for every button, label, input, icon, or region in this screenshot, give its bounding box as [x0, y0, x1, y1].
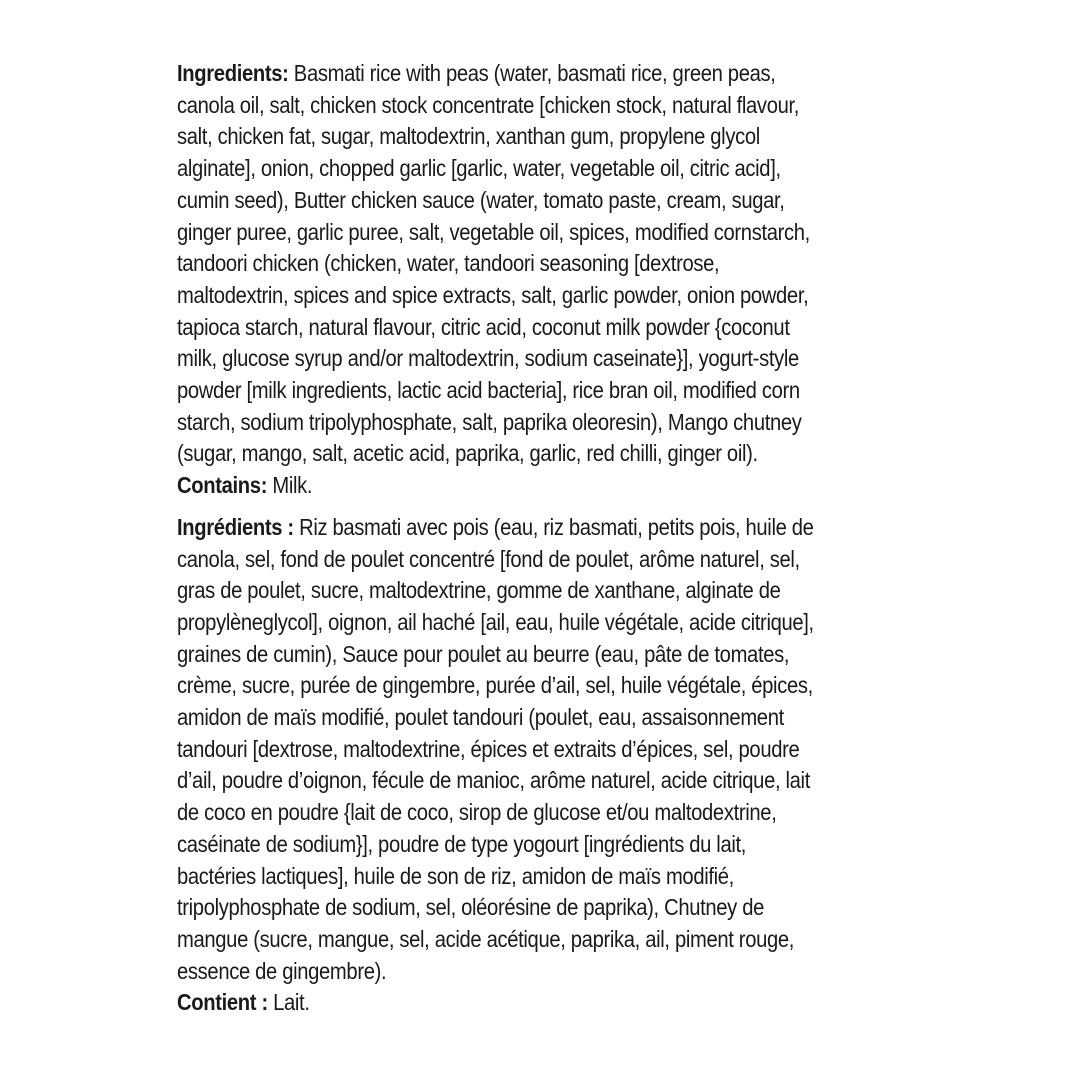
english-ingredients-text: salt, chicken fat, sugar, maltodextrin, xanthan gum, propylene glycol: [177, 123, 760, 150]
english-ingredients-text: canola oil, salt, chicken stock concentrate [chicken stock, natural flavour,: [177, 91, 800, 118]
english-ingredients-text: milk, glucose syrup and/or maltodextrin, sodium caseinate}], yogurt-style: [177, 345, 799, 372]
french-contains-line: [177, 987, 912, 1019]
french-ingredients-text: tripolyphosphate de sodium, sel, oléorésine de paprika), Chutney de: [177, 894, 765, 921]
english-ingredients-text: tandoori chicken (chicken, water, tandoori seasoning [dextrose,: [177, 250, 720, 277]
french-ingredients-text: amidon de maïs modifié, poulet tandouri (poulet, eau, assaisonnement: [177, 704, 784, 731]
french-ingredients-text: gras de poulet, sucre, maltodextrine, gomme de xanthane, alginate de: [177, 577, 781, 604]
english-ingredients-text: (sugar, mango, salt, acetic acid, paprika, garlic, red chilli, ginger oil).: [177, 440, 758, 467]
english-ingredients-text: alginate], onion, chopped garlic [garlic, water, vegetable oil, citric acid],: [177, 155, 781, 182]
english-ingredients-text: cumin seed), Butter chicken sauce (water, tomato paste, cream, sugar,: [177, 186, 785, 213]
english-contains-value: Milk.: [267, 472, 313, 499]
english-ingredients-text: maltodextrin, spices and spice extracts, salt, garlic powder, onion powder,: [177, 281, 809, 308]
english-ingredients-text: tapioca starch, natural flavour, citric acid, coconut milk powder {coconut: [177, 313, 790, 340]
french-ingredients-text: tandouri [dextrose, maltodextrine, épices et extraits d’épices, sel, poudre: [177, 735, 800, 762]
french-contains-value: Lait.: [267, 989, 310, 1016]
french-ingredients-text: essence de gingembre).: [177, 957, 387, 984]
french-ingredients-text: graines de cumin), Sauce pour poulet au beurre (eau, pâte de tomates,: [177, 640, 790, 667]
english-ingredients-text: powder [milk ingredients, lactic acid bacteria], rice bran oil, modified corn: [177, 377, 800, 404]
french-ingredients-section: [177, 512, 912, 1019]
french-ingredients-text: bactéries lactiques], huile de son de riz, amidon de maïs modifié,: [177, 862, 734, 889]
french-ingredients-text: Riz basmati avec pois (eau, riz basmati, petits pois, huile de: [293, 513, 814, 540]
french-ingredients-text: propylèneglycol], oignon, ail haché [ail, eau, huile végétale, acide citrique],: [177, 608, 814, 635]
english-ingredients-heading: Ingredients:: [177, 60, 289, 86]
ingredients-label-panel: [177, 58, 912, 1019]
english-ingredients-text: Basmati rice with peas (water, basmati rice, green peas,: [288, 60, 776, 86]
french-ingredients-text: caséinate de sodium}], poudre de type yogourt [ingrédients du lait,: [177, 830, 747, 857]
french-line-1: [177, 512, 912, 544]
english-ingredients-section: [177, 58, 912, 502]
french-ingredients-text: mangue (sucre, mangue, sel, acide acétique, paprika, ail, piment rouge,: [177, 925, 795, 952]
french-ingredients-text: canola, sel, fond de poulet concentré [fond de poulet, arôme naturel, sel,: [177, 545, 800, 572]
english-ingredients-text: ginger puree, garlic puree, salt, vegetable oil, spices, modified cornstarch,: [177, 218, 810, 245]
english-contains-label: Contains:: [177, 472, 268, 499]
french-ingredients-text: d’ail, poudre d’oignon, fécule de manioc, arôme naturel, acide citrique, lait: [177, 767, 810, 794]
english-line-1: [177, 58, 912, 90]
french-ingredients-text: crème, sucre, purée de gingembre, purée d’ail, sel, huile végétale, épices,: [177, 672, 813, 699]
english-contains-line: [177, 470, 912, 502]
french-ingredients-text: de coco en poudre {lait de coco, sirop de glucose et/ou maltodextrine,: [177, 799, 777, 826]
english-ingredients-text: starch, sodium tripolyphosphate, salt, paprika oleoresin), Mango chutney: [177, 408, 802, 435]
french-contains-label: Contient :: [177, 989, 268, 1016]
french-ingredients-heading: Ingrédients :: [177, 513, 294, 540]
